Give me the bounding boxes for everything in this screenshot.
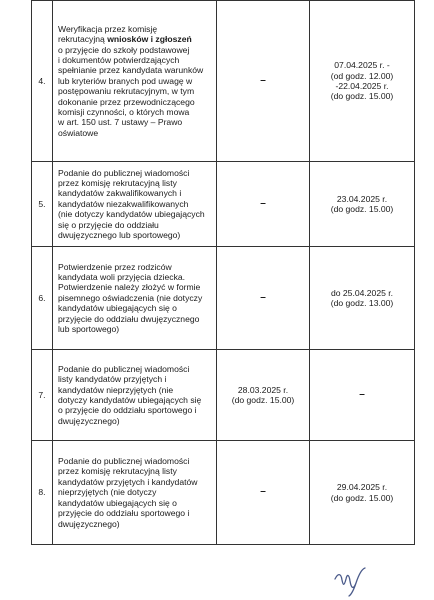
stage-description <box>53 1 217 162</box>
row-number: 8. <box>32 441 53 545</box>
description-line: spełnianie przez kandydata warunków <box>58 65 204 76</box>
date-line: (do godz. 15.00) <box>231 395 295 405</box>
not-applicable-dash: – <box>260 486 266 498</box>
date-line: (do godz. 15.00) <box>330 204 394 214</box>
description-line: nieprzyjętych (nie dotyczy <box>58 487 157 498</box>
second-term-date <box>310 162 415 247</box>
description-line: się o przyjęcie do oddziału <box>58 219 159 230</box>
description-line: Potwierdzenie należy złożyć w formie <box>58 282 201 293</box>
first-term-date <box>217 441 310 545</box>
description-line: Podanie do publicznej wiadomości <box>58 363 190 374</box>
description-line: komisji czynności, o których mowa <box>58 107 190 118</box>
first-term-date <box>217 350 310 441</box>
date-line: (do godz. 15.00) <box>330 492 394 503</box>
description-line: postępowaniu rekrutacyjnym, w tym <box>58 86 195 97</box>
description-line: lub sportowego) <box>58 324 120 335</box>
table-row <box>32 247 415 350</box>
description-line: w art. 150 ust. 7 ustawy – Prawo <box>58 117 183 128</box>
date-line: -22.04.2025 r. <box>335 81 389 91</box>
description-line: dokonanie przez przewodniczącego <box>58 96 195 107</box>
first-term-date <box>217 162 310 247</box>
table-row <box>32 162 415 247</box>
description-line: dwujęzycznego lub sportowego) <box>58 230 181 241</box>
second-term-date <box>310 441 415 545</box>
handwritten-signature <box>332 565 372 597</box>
description-line: przyjęcie do oddziału sportowego i <box>58 508 190 519</box>
description-line: Podanie do publicznej wiadomości <box>58 167 190 178</box>
description-line: (nie dotyczy kandydatów ubiegających <box>58 209 205 220</box>
date-line: 28.03.2025 r. <box>237 384 289 395</box>
description-line: pisemnego oświadczenia (nie dotyczy <box>58 292 203 303</box>
date-line: 23.04.2025 r. <box>336 193 388 204</box>
stage-description <box>53 247 217 350</box>
not-applicable-dash: – <box>359 388 365 400</box>
description-line: kandydatów ubiegających się o <box>58 497 177 508</box>
recruitment-schedule-table <box>31 0 415 545</box>
description-line: dwujęzycznego) <box>58 415 120 426</box>
description-line: kandydatów niezakwalifikowanych <box>58 198 189 209</box>
row-number: 6. <box>32 247 53 350</box>
description-line: kandydata woli przyjęcia dziecka. <box>58 271 186 282</box>
date-line: 29.04.2025 r. <box>336 482 388 493</box>
stage-description <box>53 162 217 247</box>
date-line: (do godz. 13.00) <box>330 298 394 308</box>
description-line: listy kandydatów przyjętych i <box>58 374 167 385</box>
second-term-date <box>310 247 415 350</box>
description-line: rekrutacyjną wniosków i zgłoszeń <box>58 34 192 45</box>
description-line: Potwierdzenie przez rodziców <box>58 261 172 272</box>
description-line: przyjęcie do oddziału dwujęzycznego <box>58 313 200 324</box>
description-line: kandydatów zakwalifikowanych i <box>58 188 182 199</box>
description-line: dotyczy kandydatów ubiegających się <box>58 395 202 405</box>
description-line: kandydatów ubiegających się o <box>58 303 177 314</box>
description-line: oświatowe <box>58 127 99 138</box>
row-number: 4. <box>32 1 53 162</box>
table-row <box>32 1 415 162</box>
second-term-date <box>310 1 415 162</box>
not-applicable-dash: – <box>260 197 266 209</box>
description-line: o przyjęcie do oddziału sportowego i <box>58 405 197 416</box>
description-line: przez komisję rekrutacyjną listy <box>58 466 177 477</box>
description-line: i dokumentów potwierdzających <box>58 54 180 65</box>
date-line: (do godz. 15.00) <box>330 91 394 102</box>
description-line: Weryfikacja przez komisję <box>58 23 158 34</box>
row-number: 5. <box>32 162 53 247</box>
table-row <box>32 441 415 545</box>
description-line: przez komisję rekrutacyjną listy <box>58 177 177 188</box>
second-term-date <box>310 350 415 441</box>
date-line: do 25.04.2025 r. <box>330 287 394 298</box>
stage-description <box>53 441 217 545</box>
description-line: o przyjęcie do szkoły podstawowej <box>58 44 190 55</box>
not-applicable-dash: – <box>260 291 266 303</box>
description-line: Podanie do publicznej wiadomości <box>58 456 190 467</box>
table-row <box>32 350 415 441</box>
first-term-date <box>217 247 310 350</box>
date-line: 07.04.2025 r. - <box>334 60 390 71</box>
not-applicable-dash: – <box>260 74 266 86</box>
first-term-date <box>217 1 310 162</box>
stage-description <box>53 350 217 441</box>
description-line: lub kryteriów branych pod uwagę w <box>58 75 193 86</box>
row-number: 7. <box>32 350 53 441</box>
date-line: (od godz. 12.00) <box>330 70 394 81</box>
description-line: dwujęzycznego) <box>58 518 120 529</box>
description-line: kandydatów przyjętych i kandydatów <box>58 476 198 487</box>
description-line: kandydatów nieprzyjętych (nie <box>58 384 174 395</box>
